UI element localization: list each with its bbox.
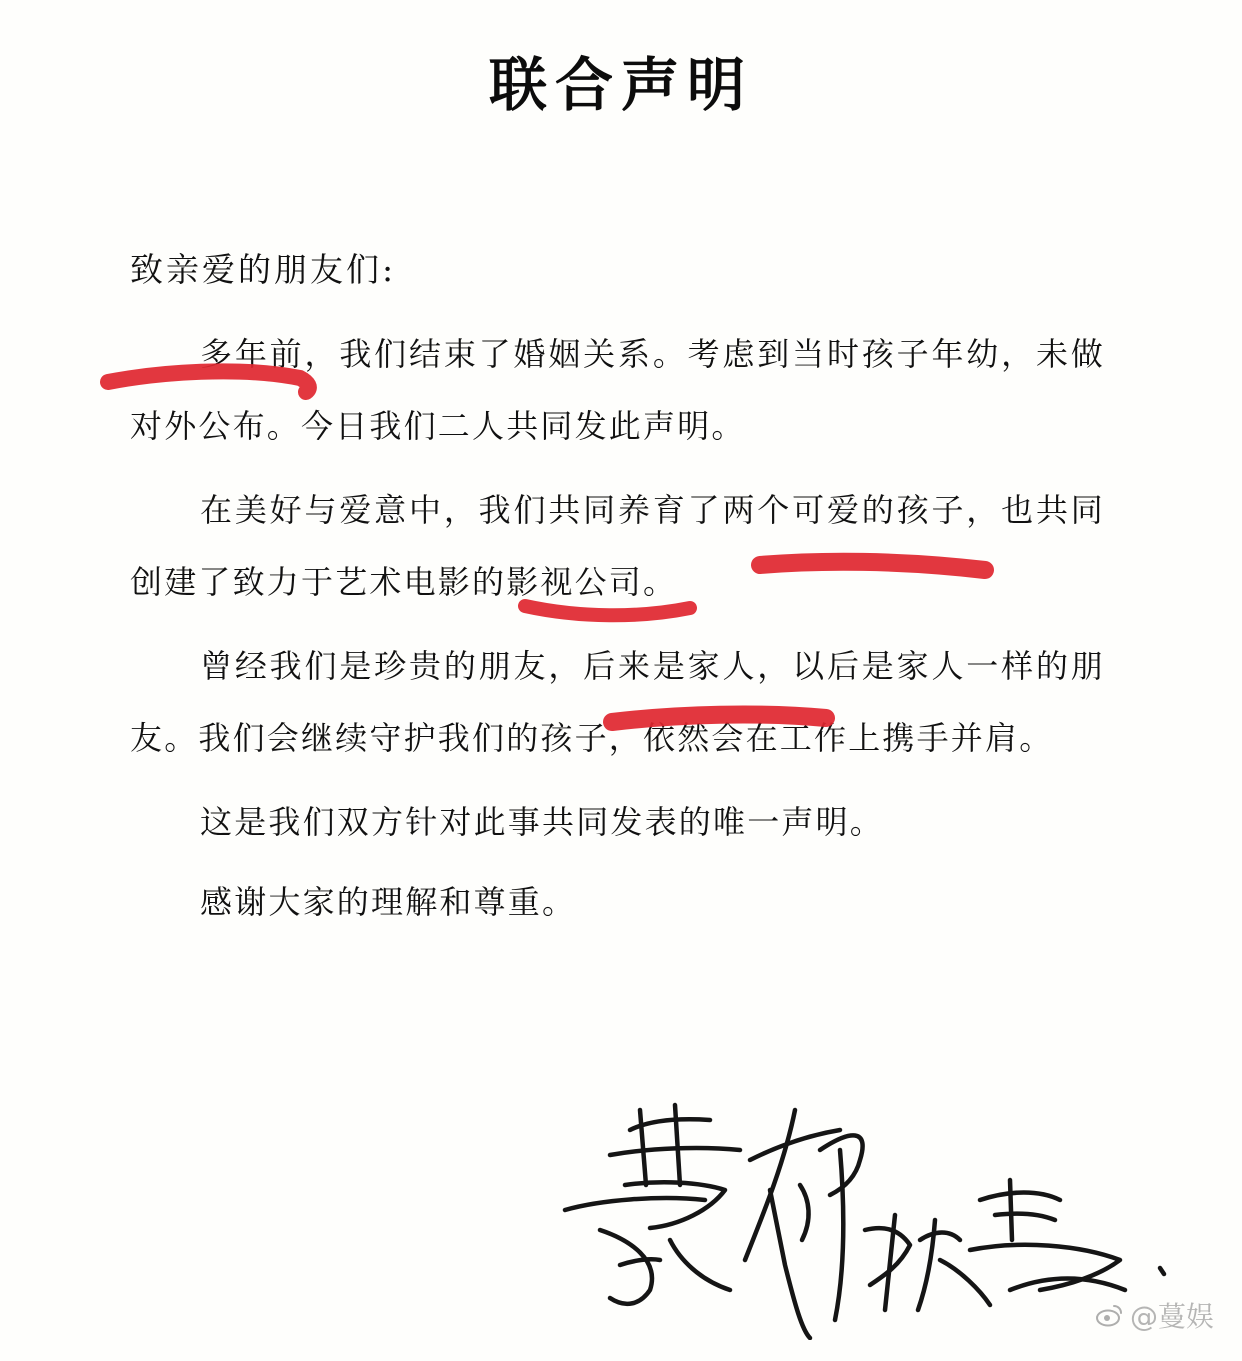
salutation: 致亲爱的朋友们: (130, 250, 397, 289)
paragraph-4: 这是我们双方针对此事共同发表的唯一声明。 (200, 803, 885, 841)
watermark-text: @蔓娱 (1129, 1300, 1214, 1333)
paragraph-3: 曾经我们是珍贵的朋友，后来是家人，以后是家人一样的朋友。我们会继续守护我们的孩子，依然会在工作上携手并肩。 (130, 647, 1105, 757)
paragraph-5: 感谢大家的理解和尊重。 (200, 883, 577, 921)
page-title: 联合声明 (488, 51, 753, 119)
weibo-icon (1096, 1303, 1124, 1327)
paragraph-1: 多年前，我们结束了婚姻关系。考虑到当时孩子年幼，未做对外公布。今日我们二人共同发此声明。 (130, 335, 1105, 445)
paragraph-2: 在美好与爱意中，我们共同养育了两个可爱的孩子，也共同创建了致力于艺术电影的影视公司。 (130, 491, 1105, 601)
watermark (1096, 1295, 1214, 1335)
